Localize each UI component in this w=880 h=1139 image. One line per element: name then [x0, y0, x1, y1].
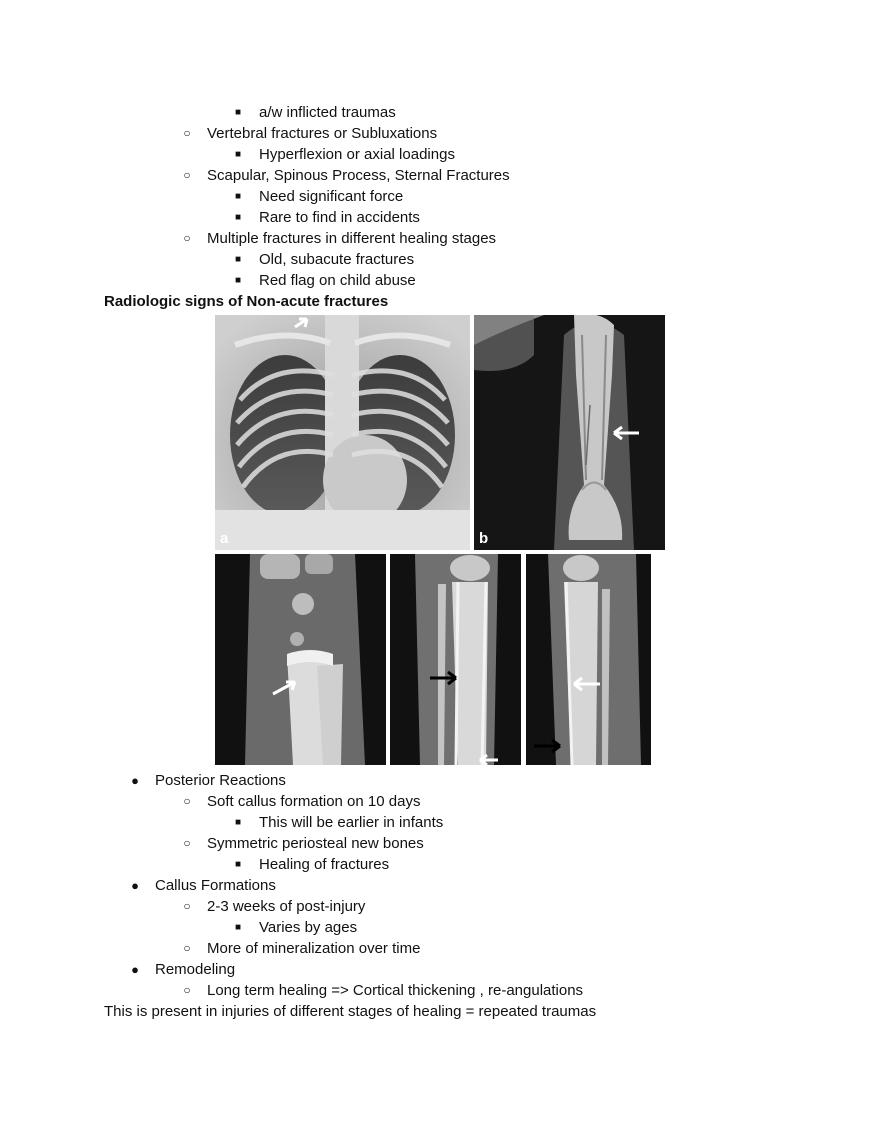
- list-item-text: Hyperflexion or axial loadings: [259, 146, 455, 163]
- list-item-text: Rare to find in accidents: [259, 209, 420, 226]
- circle-bullet-icon: ○: [183, 899, 191, 913]
- list-item-text: Red flag on child abuse: [259, 272, 416, 289]
- list-item-text: Callus Formations: [155, 877, 276, 894]
- list-item-text: Posterior Reactions: [155, 772, 286, 789]
- list-item-text: Remodeling: [155, 961, 236, 978]
- list-item-text: Symmetric periosteal new bones: [207, 835, 424, 852]
- list-item-text: More of mineralization over time: [207, 940, 421, 957]
- list-item-text: Long term healing => Cortical thickening , re-angulations: [207, 982, 584, 999]
- xray-panel-wrist: [215, 554, 386, 765]
- square-bullet-icon: ■: [234, 922, 242, 933]
- square-bullet-icon: ■: [234, 859, 242, 870]
- square-bullet-icon: ■: [234, 254, 242, 265]
- list-item-text: Varies by ages: [259, 919, 358, 936]
- circle-bullet-icon: ○: [183, 126, 191, 140]
- square-bullet-icon: ■: [234, 275, 242, 286]
- circle-bullet-icon: ○: [183, 941, 191, 955]
- summary-paragraph: This is present in injuries of different stages of healing = repeated traumas: [104, 1003, 597, 1020]
- list-item-text: a/w inflicted traumas: [259, 104, 396, 121]
- xray-panel-tibia-2: [526, 554, 651, 765]
- list-item-text: Old, subacute fractures: [259, 251, 415, 268]
- disc-bullet-icon: ●: [131, 878, 139, 893]
- circle-bullet-icon: ○: [183, 168, 191, 182]
- circle-bullet-icon: ○: [183, 983, 191, 997]
- panel-b-label: b: [479, 530, 489, 547]
- list-item-text: Healing of fractures: [259, 856, 390, 873]
- square-bullet-icon: ■: [234, 149, 242, 160]
- section-heading: Radiologic signs of Non-acute fractures: [104, 293, 389, 310]
- list-item-text: Multiple fractures in different healing stages: [207, 230, 497, 247]
- panel-a-label: a: [220, 530, 229, 547]
- disc-bullet-icon: ●: [131, 962, 139, 977]
- list-item-text: This will be earlier in infants: [259, 814, 444, 831]
- square-bullet-icon: ■: [234, 817, 242, 828]
- xray-panel-tibia-1: [390, 554, 521, 765]
- xray-panel-chest: [215, 315, 470, 550]
- square-bullet-icon: ■: [234, 191, 242, 202]
- xray-panel-humerus: [474, 315, 665, 550]
- circle-bullet-icon: ○: [183, 794, 191, 808]
- square-bullet-icon: ■: [234, 107, 242, 118]
- list-item-text: Need significant force: [259, 188, 404, 205]
- list-item-text: Soft callus formation on 10 days: [207, 793, 421, 810]
- circle-bullet-icon: ○: [183, 231, 191, 245]
- square-bullet-icon: ■: [234, 212, 242, 223]
- disc-bullet-icon: ●: [131, 773, 139, 788]
- circle-bullet-icon: ○: [183, 836, 191, 850]
- list-item-text: Scapular, Spinous Process, Sternal Fractures: [207, 167, 510, 184]
- list-item-text: 2-3 weeks of post-injury: [207, 898, 366, 915]
- list-item-text: Vertebral fractures or Subluxations: [207, 125, 438, 142]
